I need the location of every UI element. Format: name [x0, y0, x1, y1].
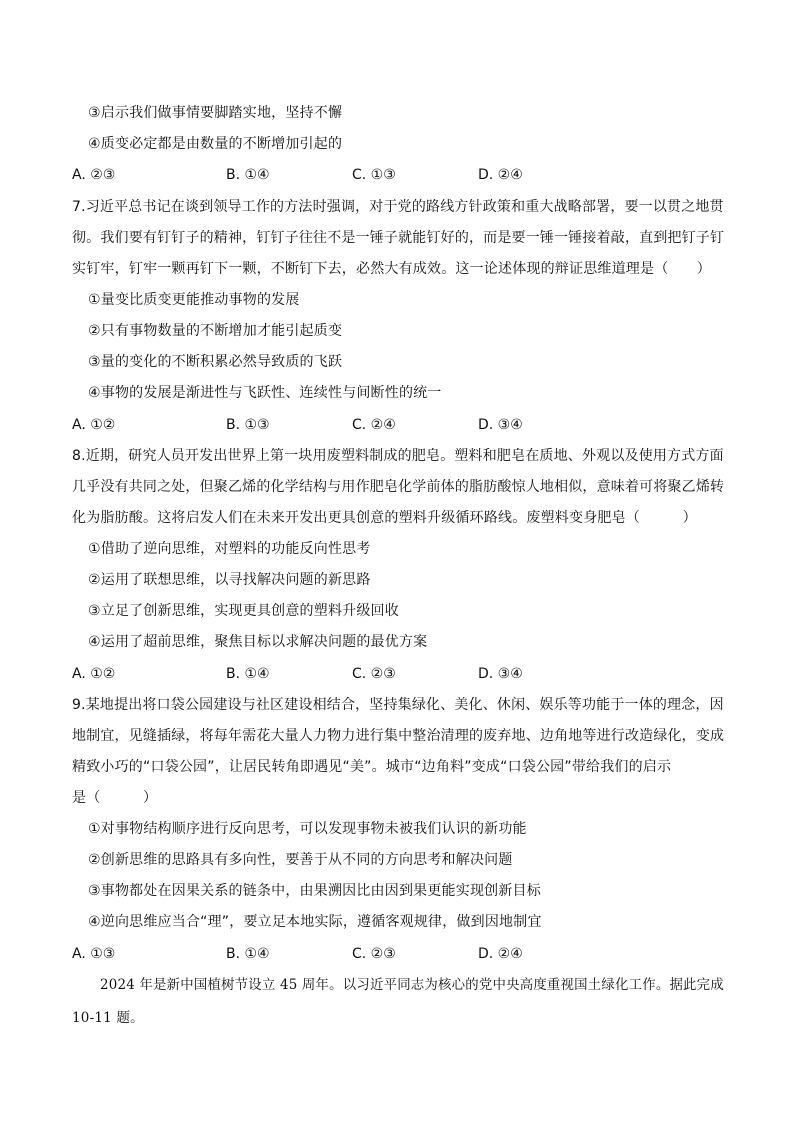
prev-option-4: ④质变必定都是由数量的不断增加引起的: [88, 136, 343, 152]
q8-option-4: ④运用了超前思维，聚焦目标以求解决问题的最优方案: [88, 634, 428, 650]
choice-c: C. ①③: [352, 167, 396, 183]
q7-option-3: ③量的变化的不断积累必然导致质的飞跃: [88, 354, 343, 370]
choice-d: D. ③④: [478, 417, 523, 433]
choice-a: A. ②③: [72, 167, 116, 183]
q8-stem-line-3: 化为脂肪酸。这将启发人们在未来开发出更具创意的塑料升级循环路线。废塑料变身肥皂（ ）: [72, 510, 697, 526]
choice-d: D. ②④: [478, 167, 523, 183]
choice-a: A. ①②: [72, 417, 116, 433]
q7-stem-line-3: 实钉牢，钉牢一颗再钉下一颗，不断钉下去，必然大有成效。这一论述体现的辩证思维道理是（ ）: [72, 261, 711, 277]
choice-c: C. ②③: [352, 946, 396, 962]
q8-stem-line-2: 几乎没有共同之处，但聚乙烯的化学结构与用作肥皂化学前体的脂肪酸惊人地相似，意味着可将聚乙烯转: [72, 479, 725, 495]
choice-c: C. ②④: [352, 417, 396, 433]
q9-option-3: ③事物都处在因果关系的链条中，由果溯因比由因到果更能实现创新目标: [88, 883, 541, 899]
q8-option-1: ①借助了逆向思维，对塑料的功能反向性思考: [88, 541, 371, 557]
choice-b: B. ①③: [226, 417, 270, 433]
q9-stem-line-2: 地制宜，见缝插绿，将每年需花大量人力物力进行集中整治清理的废弃地、边角地等进行改造绿化，变成: [72, 728, 725, 744]
q8-choices: [72, 664, 592, 684]
q9-option-1: ①对事物结构顺序进行反向思考，可以发现事物未被我们认识的新功能: [88, 821, 527, 837]
q9-stem-line-1: 9.某地提出将口袋公园建设与社区建设相结合，坚持集绿化、美化、休闲、娱乐等功能于一体的理念，因: [72, 697, 724, 713]
intro-line-1: 2024 年是新中国植树节设立 45 周年。以习近平同志为核心的党中央高度重视国土绿化工作。据此完成: [100, 977, 724, 993]
q9-choices: [72, 944, 592, 964]
q8-option-3: ③立足了创新思维，实现更具创意的塑料升级回收: [88, 603, 399, 619]
q7-option-2: ②只有事物数量的不断增加才能引起质变: [88, 323, 343, 339]
q7-stem-line-2: 彻。我们要有钉钉子的精神，钉钉子往往不是一锤子就能钉好的，而是要一锤一锤接着敲，直到把钉子钉: [72, 230, 725, 246]
q7-option-1: ①量变比质变更能推动事物的发展: [88, 292, 300, 308]
q7-option-4: ④事物的发展是渐进性与飞跃性、连续性与间断性的统一: [88, 385, 442, 401]
choice-d: D. ②④: [478, 946, 523, 962]
q8-option-2: ②运用了联想思维，以寻找解决问题的新思路: [88, 572, 371, 588]
prev-choices: [72, 165, 592, 185]
q7-choices: [72, 415, 592, 435]
choice-a: A. ①③: [72, 946, 116, 962]
intro-line-2: 10-11 题。: [72, 1010, 144, 1026]
q9-option-2: ②创新思维的思路具有多向性，要善于从不同的方向思考和解决问题: [88, 852, 513, 868]
q8-stem-line-1: 8.近期，研究人员开发出世界上第一块用废塑料制成的肥皂。塑料和肥皂在质地、外观以及使用方式方面: [72, 448, 724, 464]
prev-option-3: ③启示我们做事情要脚踏实地，坚持不懈: [88, 105, 343, 121]
choice-c: C. ②③: [352, 666, 396, 682]
choice-b: B. ①④: [226, 946, 270, 962]
q9-stem-line-4: 是（ ）: [72, 790, 158, 806]
q9-stem-line-3: 精致小巧的“口袋公园”，让居民转角即遇见“美”。城市“边角料”变成“口袋公园”带给我们的启示: [72, 759, 672, 775]
choice-b: B. ①④: [226, 666, 270, 682]
choice-b: B. ①④: [226, 167, 270, 183]
choice-d: D. ③④: [478, 666, 523, 682]
choice-a: A. ①②: [72, 666, 116, 682]
q7-stem-line-1: 7.习近平总书记在谈到领导工作的方法时强调，对于党的路线方针政策和重大战略部署，要一以贯之地贯: [72, 199, 724, 215]
q9-option-4: ④逆向思维应当合“理”，要立足本地实际，遵循客观规律，做到因地制宜: [88, 914, 542, 930]
